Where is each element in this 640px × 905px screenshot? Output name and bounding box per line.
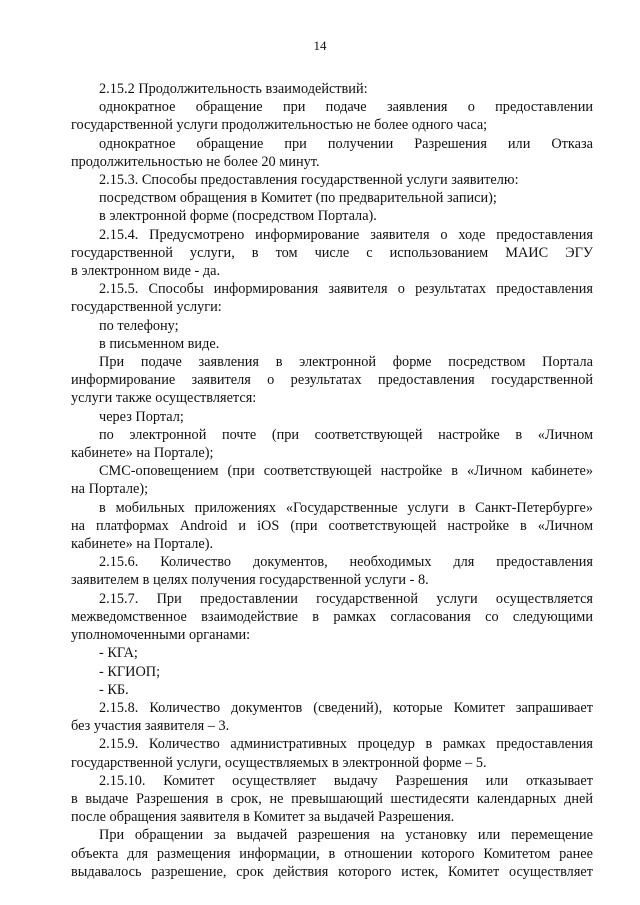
text-line: - КГА;: [99, 645, 138, 662]
text-line: - КГИОП;: [99, 663, 161, 680]
text-line: 2.15.9. Количество административных процедур в рамках предоставления: [99, 736, 593, 753]
text-line: 2.15.7. При предоставлении государственной услуги осуществляется: [99, 590, 593, 607]
text-line: в выдаче Разрешения в срок, не превышающий шестидесяти календарных дней: [71, 790, 593, 807]
text-line: кабинете» на Портале);: [71, 445, 214, 462]
text-line: в электронном виде - да.: [71, 263, 221, 280]
text-line: межведомственное взаимодействие в рамках согласования со следующими: [71, 608, 593, 625]
text-line: на Портале);: [71, 481, 149, 498]
text-line: через Портал;: [99, 408, 184, 425]
text-line: выдавалось разрешение, срок действия которого истек, Комитет осуществляет: [71, 863, 593, 880]
text-line: государственной услуги:: [71, 299, 222, 316]
text-line: в электронной форме (посредством Портала).: [99, 208, 377, 225]
text-line: услуги также осуществляется:: [71, 390, 257, 407]
text-line: продолжительностью не более 20 минут.: [71, 153, 320, 170]
text-line: уполномоченными органами:: [71, 627, 251, 644]
page-number: 14: [313, 38, 327, 53]
text-line: по телефону;: [99, 317, 179, 334]
text-line: государственной услуги, осуществляемых в электронной форме – 5.: [71, 754, 487, 771]
text-line: после обращения заявителя в Комитет за выдачей Разрешения.: [71, 809, 455, 826]
text-line: в письменном виде.: [99, 335, 220, 352]
text-line: заявителем в целях получения государственной услуги - 8.: [71, 572, 429, 589]
text-line: - КБ.: [99, 681, 129, 698]
text-line: государственной услуги, в том числе с использованием МАИС ЭГУ: [71, 244, 593, 261]
document-body: [71, 80, 593, 881]
text-line: без участия заявителя – 3.: [71, 718, 230, 735]
text-line: 2.15.2 Продолжительность взаимодействий:: [99, 81, 368, 97]
text-line: кабинете» на Портале).: [71, 536, 214, 553]
text-line: государственной услуги продолжительностью не более одного часа;: [71, 117, 488, 134]
text-line: на платформах Android и iOS (при соответствующей настройке в «Личном: [71, 517, 593, 534]
text-line: по электронной почте (при соответствующей настройке в «Личном: [99, 426, 593, 443]
text-line: 2.15.4. Предусмотрено информирование заявителя о ходе предоставления: [99, 226, 593, 243]
text-line: При подаче заявления в электронной форме посредством Портала: [99, 354, 593, 371]
text-line: 2.15.3. Способы предоставления государственной услуги заявителю:: [99, 172, 519, 189]
text-line: 2.15.6. Количество документов, необходимых для предоставления: [99, 554, 593, 571]
text-line: информирование заявителя о результатах предоставления государственной: [71, 372, 593, 389]
text-line: 2.15.5. Способы информирования заявителя о результатах предоставления: [99, 281, 593, 298]
text-line: в мобильных приложениях «Государственные услуги в Санкт-Петербурге»: [99, 499, 593, 516]
text-line: При обращении за выдачей разрешения на установку или перемещение: [99, 827, 593, 844]
text-line: посредством обращения в Комитет (по предварительной записи);: [99, 190, 497, 207]
text-line: однократное обращение при подаче заявления о предоставлении: [99, 99, 593, 116]
text-line: СМС-оповещением (при соответствующей настройке в «Личном кабинете»: [99, 463, 593, 480]
text-line: однократное обращение при получении Разрешения или Отказа: [99, 135, 593, 152]
text-line: 2.15.8. Количество документов (сведений), которые Комитет запрашивает: [99, 699, 593, 716]
text-line: 2.15.10. Комитет осуществляет выдачу Разрешения или отказывает: [99, 772, 593, 789]
text-line: объекта для размещения информации, в отношении которого Комитетом ранее: [71, 845, 593, 862]
